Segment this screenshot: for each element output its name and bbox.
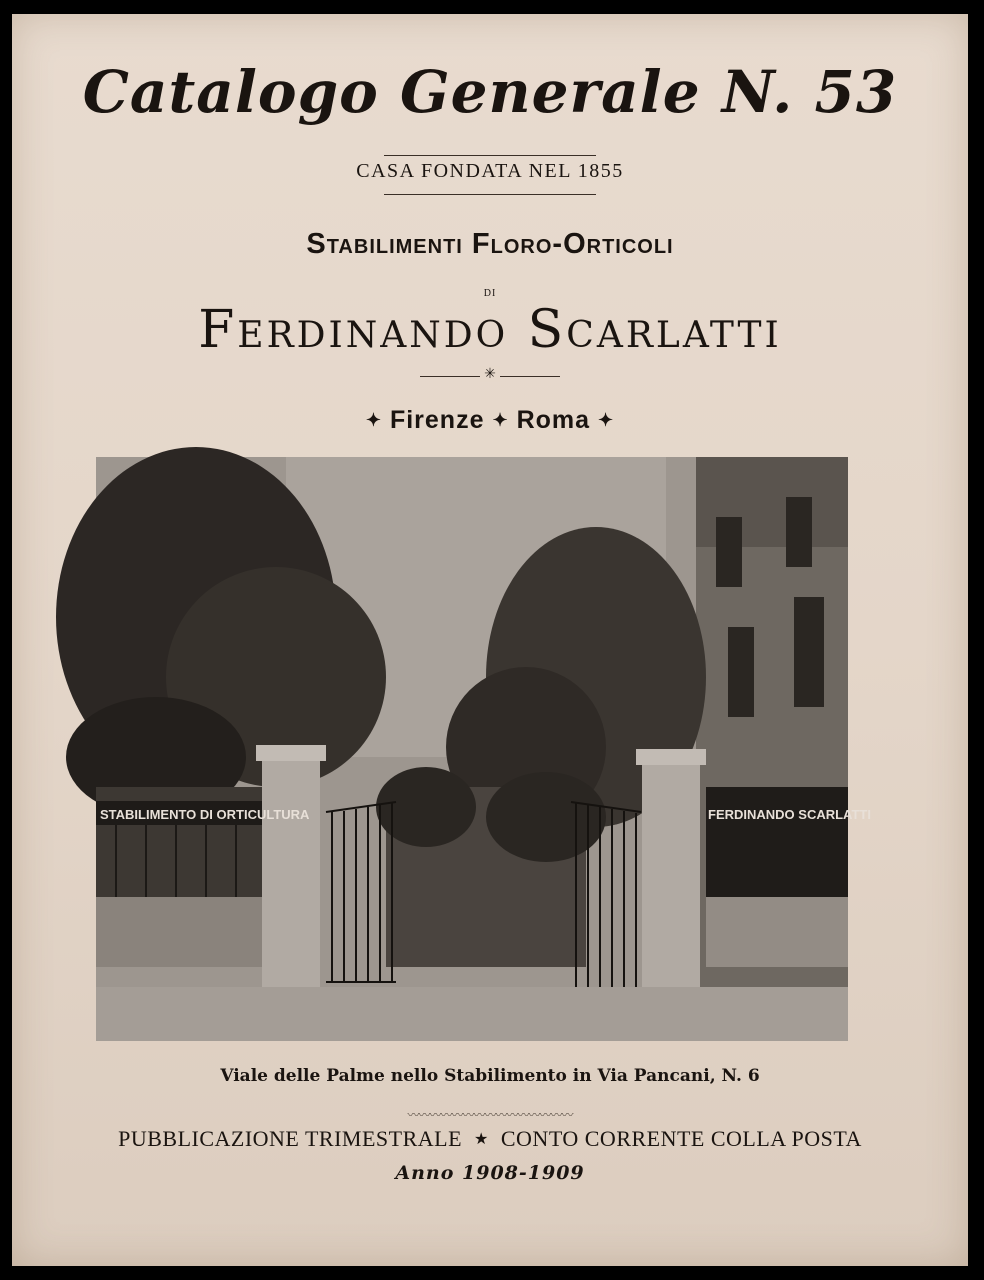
city-separator-icon: ✦ bbox=[365, 410, 382, 430]
city-separator-icon: ✦ bbox=[492, 410, 509, 430]
catalog-title: Catalogo Generale N. 53 bbox=[82, 58, 898, 126]
postal-account: CONTO CORRENTE COLLA POSTA bbox=[500, 1126, 862, 1151]
city-firenze: Firenze bbox=[389, 406, 485, 434]
sign-right-text: FERDINANDO SCARLATTI bbox=[708, 807, 871, 822]
catalog-cover bbox=[12, 14, 968, 1266]
ornament-icon: ✳ bbox=[12, 366, 968, 382]
founded-rule bbox=[384, 194, 596, 195]
wave-rule: 〰〰〰〰〰〰〰〰〰〰〰〰〰〰〰 bbox=[407, 1108, 573, 1122]
city-roma: Roma bbox=[516, 406, 591, 434]
city-separator-icon: ✦ bbox=[598, 410, 615, 430]
catalog-year: Anno 1908-1909 bbox=[395, 1162, 585, 1184]
owner-name: Ferdinando Scarlatti bbox=[198, 300, 782, 360]
nursery-gate-photo bbox=[96, 457, 871, 1041]
publication-frequency: PUBBLICAZIONE TRIMESTRALE bbox=[118, 1126, 463, 1151]
founded-line: CASA FONDATA NEL 1855 bbox=[356, 160, 624, 182]
cities-line bbox=[12, 406, 968, 435]
sign-left-text: STABILIMENTO DI ORTICULTURA bbox=[100, 807, 310, 822]
title-rule bbox=[384, 155, 596, 156]
star-icon: ★ bbox=[474, 1131, 489, 1148]
publication-line bbox=[12, 1126, 968, 1152]
di-label: DI bbox=[483, 288, 497, 299]
photo-caption: Viale delle Palme nello Stabilimento in Via Pancani, N. 6 bbox=[220, 1066, 760, 1086]
establishment-heading: Stabilimenti Floro-Orticoli bbox=[306, 228, 674, 260]
